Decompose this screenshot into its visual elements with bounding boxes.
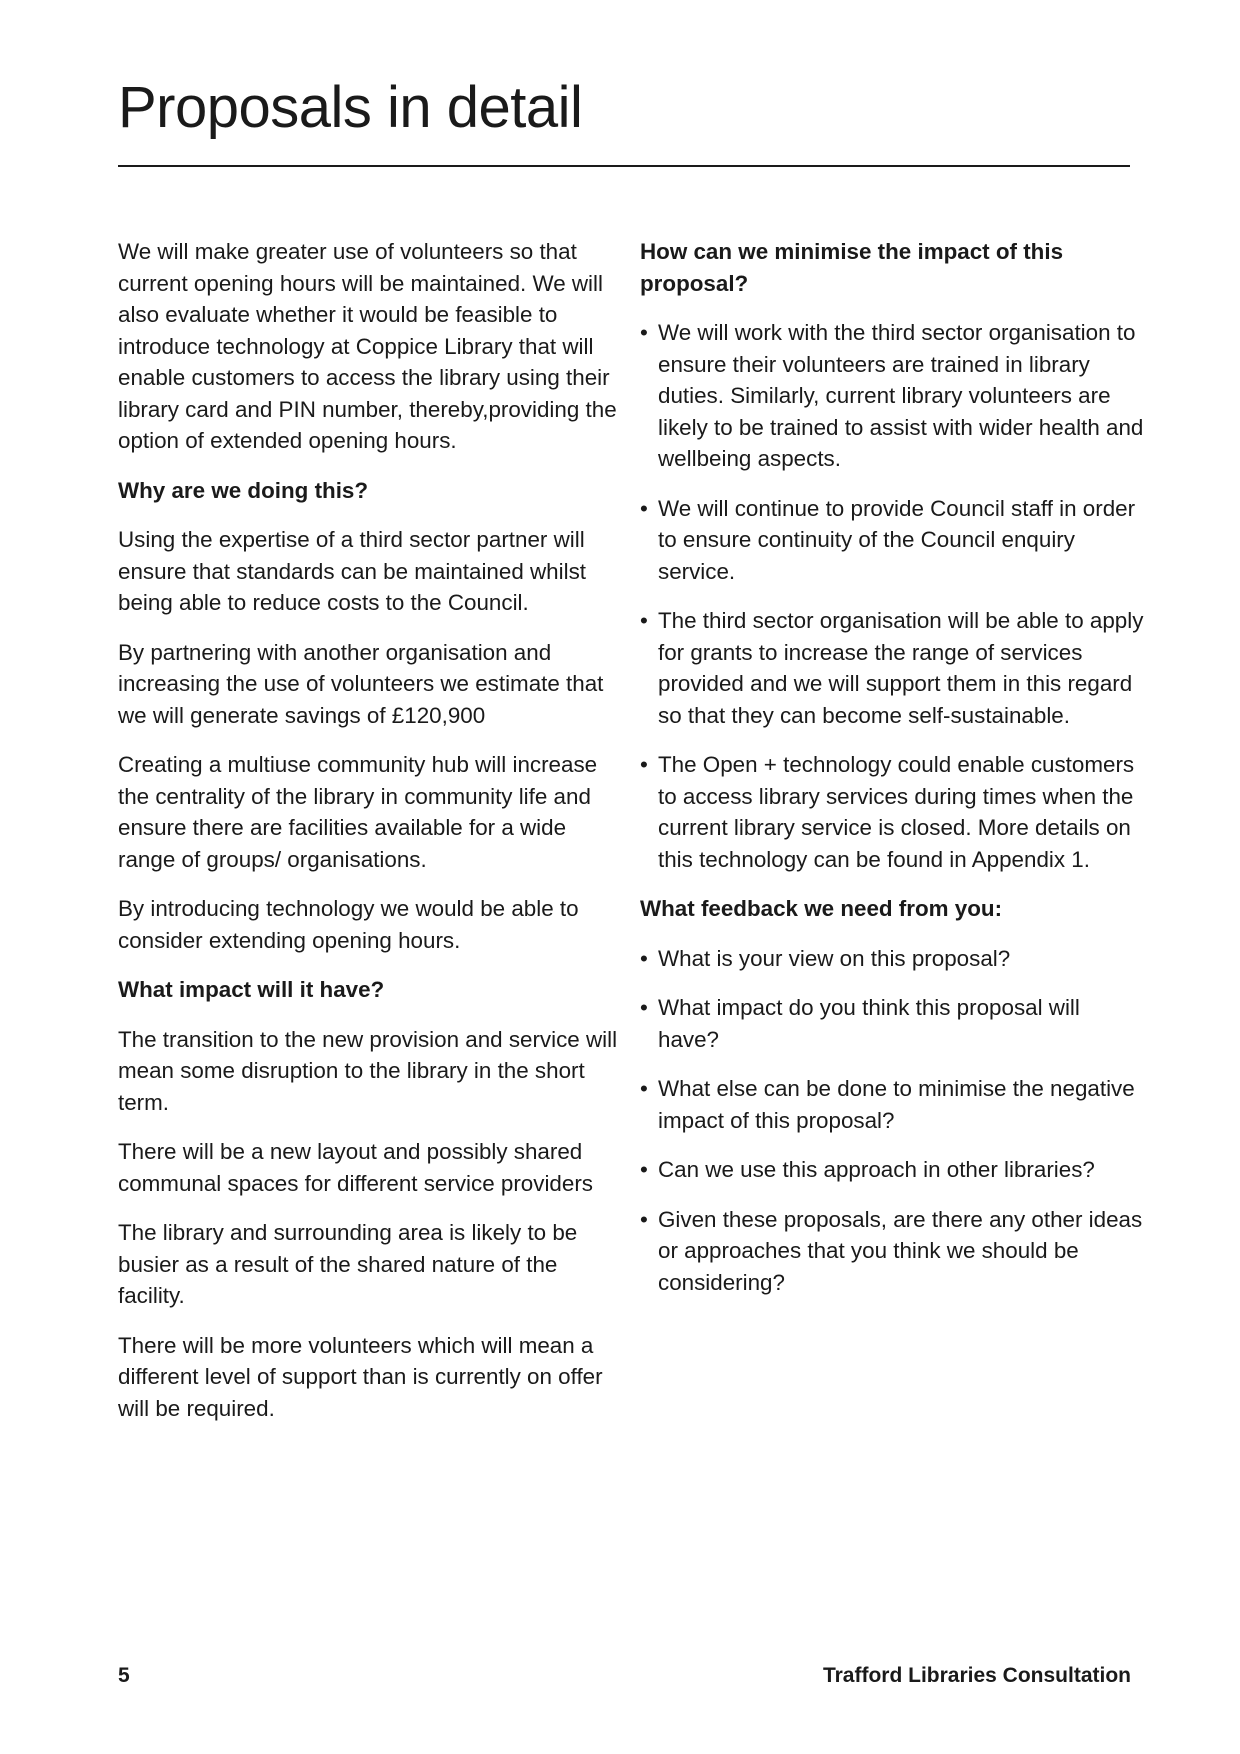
intro-paragraph: We will make greater use of volunteers so that current opening hours will be maintained. We will also evaluate whether it would be feasible to introduce technology at Coppice Library that will enable customers to access the library using their library card and PIN number, thereby,providing the option of extended opening hours. (118, 239, 617, 453)
list-item: • Given these proposals, are there any other ideas or approaches that you think we should be considering? (640, 1204, 1145, 1299)
why-paragraph-2: By partnering with another organisation and increasing the use of volunteers we estimate that we will generate savings of £120,900 (118, 639, 604, 728)
feedback-heading: What feedback we need from you: (640, 896, 1003, 921)
page-title: Proposals in detail (118, 75, 583, 140)
feedback-list (640, 943, 1145, 1299)
list-item: • What else can be done to minimise the negative impact of this proposal? (640, 1073, 1145, 1136)
document-title: Trafford Libraries Consultation (822, 1664, 1131, 1687)
impact-paragraph-2: There will be a new layout and possibly shared communal spaces for different service providers (118, 1139, 593, 1196)
minimise-list (640, 317, 1145, 875)
impact-heading: What impact will it have? (118, 977, 385, 1002)
impact-paragraph-4: There will be more volunteers which will mean a different level of support than is currently on offer will be required. (118, 1332, 603, 1421)
list-item: • The third sector organisation will be able to apply for grants to increase the range of services provided and we will support them in this regard so that they can become self-sustainable. (640, 605, 1145, 731)
list-item: • What is your view on this proposal? (640, 943, 1145, 975)
list-item: • We will work with the third sector organisation to ensure their volunteers are trained in library duties. Similarly, current library volunteers are likely to be trained to assist with wider health and wellbeing aspects. (640, 317, 1145, 475)
right-column (640, 236, 1145, 1316)
list-item: • The Open + technology could enable customers to access library services during times when the current library service is closed. More details on this technology can be found in Appendix 1. (640, 749, 1145, 875)
list-item: • We will continue to provide Council staff in order to ensure continuity of the Council enquiry service. (640, 493, 1145, 588)
minimise-heading: How can we minimise the impact of this proposal? (640, 239, 1064, 296)
why-paragraph-3: Creating a multiuse community hub will increase the centrality of the library in community life and ensure there are facilities available for a wide range of groups/ organisations. (118, 752, 598, 872)
impact-paragraph-3: The library and surrounding area is likely to be busier as a result of the shared nature of the facility. (118, 1220, 578, 1308)
left-column (118, 236, 618, 1442)
why-paragraph-1: Using the expertise of a third sector partner will ensure that standards can be maintained whilst being able to reduce costs to the Council. (118, 527, 586, 615)
list-item: • Can we use this approach in other libraries? (640, 1154, 1145, 1186)
impact-paragraph-1: The transition to the new provision and service will mean some disruption to the library in the short term. (118, 1026, 618, 1115)
why-paragraph-4: By introducing technology we would be able to consider extending opening hours. (118, 896, 579, 953)
page-number: 5 (118, 1664, 130, 1687)
list-item: • What impact do you think this proposal will have? (640, 992, 1145, 1055)
title-divider (118, 165, 1130, 167)
why-heading: Why are we doing this? (118, 477, 369, 503)
